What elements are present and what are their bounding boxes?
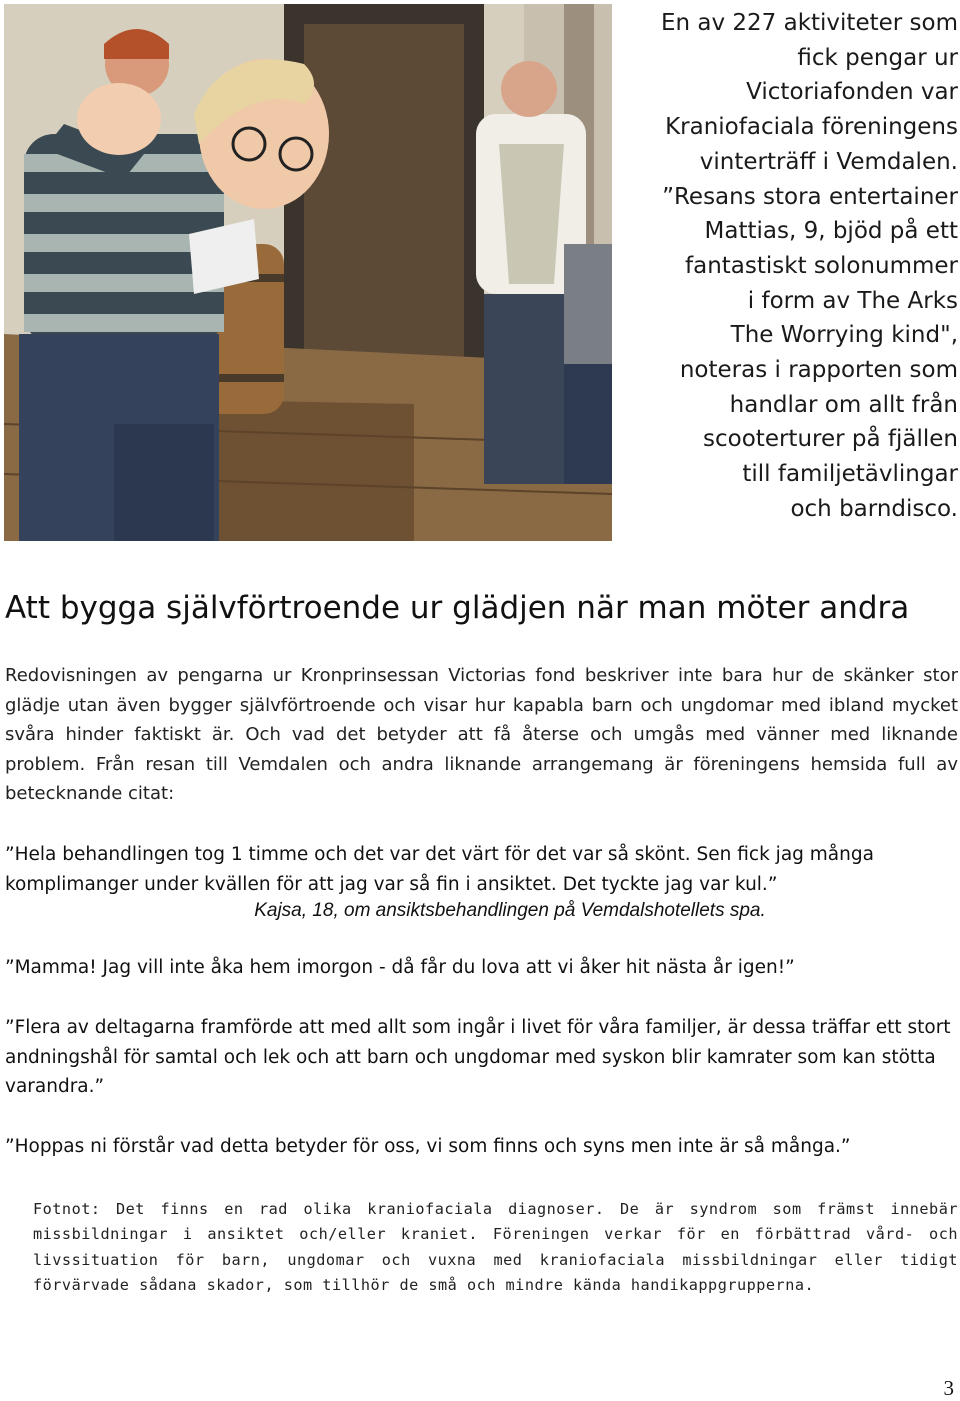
- caption-line: vinterträff i Vemdalen.: [699, 148, 958, 175]
- caption-line: En av 227 aktiviteter som: [660, 10, 958, 36]
- caption-line: Victoriafonden var: [746, 79, 958, 106]
- article-heading: Att bygga självförtroende ur glädjen när man möter andra: [5, 590, 910, 626]
- article-body: Redovisningen av pengarna ur Kronprinsessan Victorias fond beskriver inte bara hur de skänker stor glädje utan även bygger självförtroende och visar hur kapabla barn och ungdomar med ibland mycket svåra hinder faktiskt är. Och vad det betyder att få återse och umgås med vänner med liknande problem. Från resan till Vemdalen och andra liknande arrangemang är föreningens hemsida full av betecknande citat:: [5, 665, 958, 805]
- caption-line: och barndisco.: [790, 495, 958, 522]
- caption-line: Mattias, 9, bjöd på ett: [704, 218, 958, 245]
- quote-deltagarna: ”Flera av deltagarna framförde att med allt som ingår i livet för våra familjer, är dessa träffar ett stort andningshål för samtal och lek och att barn och ungdomar med syskon blir kamrater som kan stötta varandra.”: [5, 1017, 951, 1098]
- quote-mamma: ”Mamma! Jag vill inte åka hem imorgon - då får du lova att vi åker hit nästa år igen!”: [5, 957, 795, 978]
- caption-line: fick pengar ur: [797, 44, 958, 71]
- caption-line: i form av The Arks: [747, 287, 958, 314]
- dancing-photo: [4, 4, 612, 541]
- caption-line: ”Resans stora entertainer: [662, 183, 958, 210]
- caption-line: till familjetävlingar: [742, 461, 958, 488]
- caption-line: scooterturer på fjällen: [703, 426, 958, 453]
- caption-line: handlar om allt från: [729, 391, 958, 418]
- caption-line: The Worrying kind",: [730, 322, 958, 349]
- footnote: Fotnot: Det finns en rad olika kraniofaciala diagnoser. De är syndrom som främst innebär missbildningar i ansiktet och/eller kraniet. Föreningen verkar för en förbättrad vård- och livssituation för barn, ungdomar och vuxna med kraniofaciala missbildningar eller tidigt förvärvade sådana skador, som tillhör de små och mindre kända handikappgrupperna.: [33, 1200, 958, 1294]
- photo-caption: [630, 6, 958, 527]
- quote-kajsa: ”Hela behandlingen tog 1 timme och det var det värt för det var så skönt. Sen fick jag många komplimanger under kvällen för att jag var så fin i ansiktet. Det tyckte jag var kul.”: [5, 844, 874, 895]
- dancing-photo-illustration: [4, 4, 612, 541]
- caption-line: Kraniofaciala föreningens: [665, 114, 958, 141]
- caption-line: noteras i rapporten som: [679, 357, 958, 384]
- quote-hoppas: ”Hoppas ni förstår vad detta betyder för oss, vi som finns och syns men inte är så många.”: [5, 1136, 851, 1157]
- quote-attribution: Kajsa, 18, om ansiktsbehandlingen på Vemdalshotellets spa.: [254, 900, 766, 921]
- page-number: 3: [943, 1376, 954, 1400]
- caption-line: fantastiskt solonummer: [685, 252, 958, 279]
